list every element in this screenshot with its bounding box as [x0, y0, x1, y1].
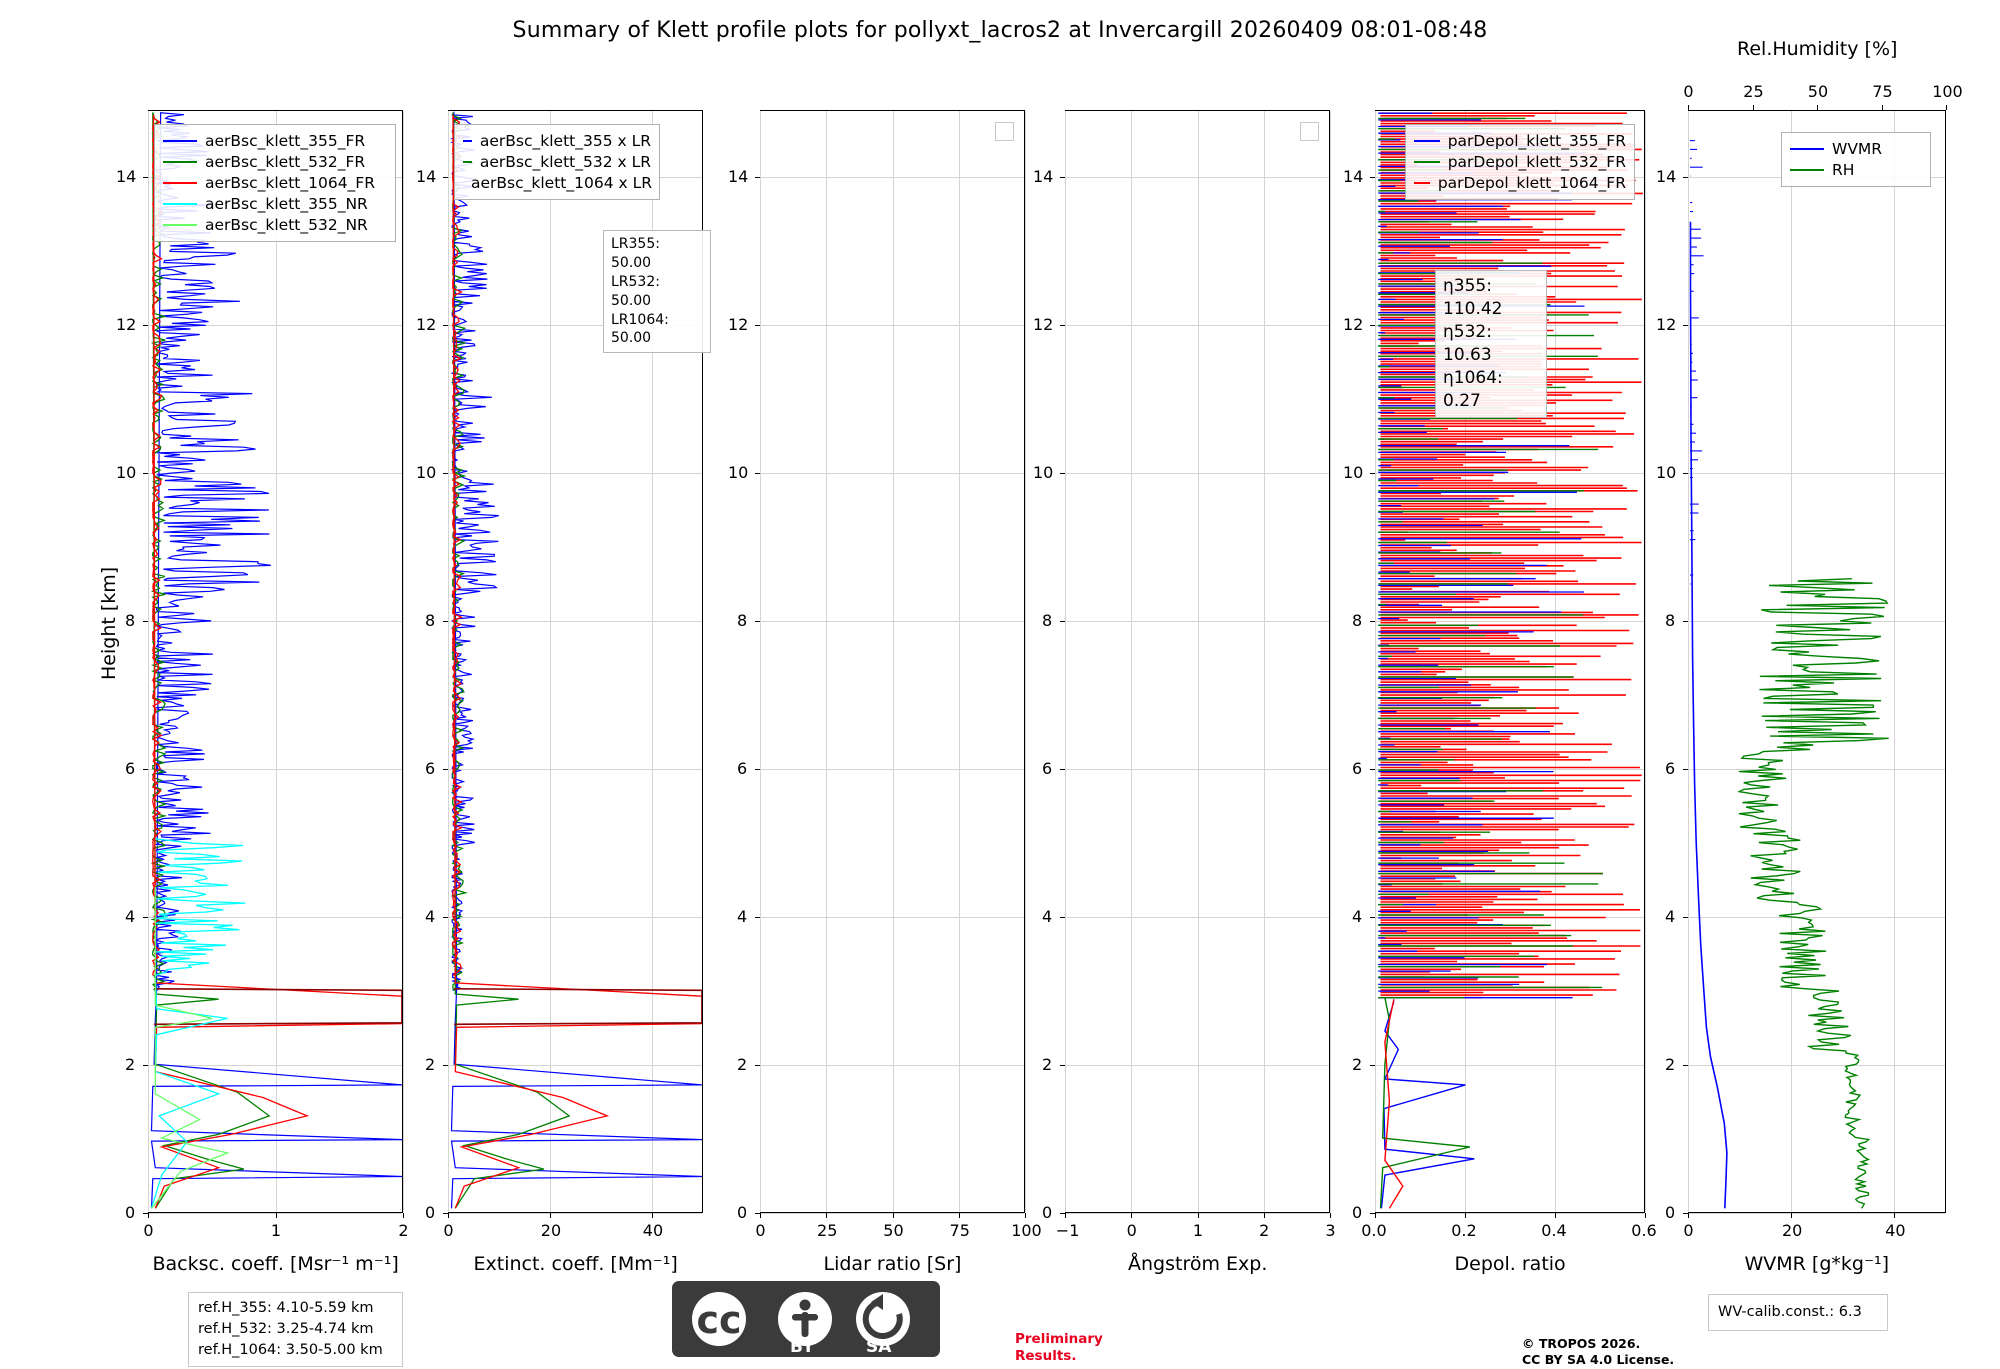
gridline-h [1376, 1213, 1644, 1214]
y-tick-label: 2 [1352, 1054, 1363, 1074]
legend-color-swatch [463, 140, 472, 142]
x-tick [1025, 1213, 1026, 1218]
x-tick-label: 0 [443, 1221, 454, 1240]
y-tick-label: 14 [1343, 166, 1364, 186]
annotation-line: LR355: 50.00 [611, 236, 660, 271]
x-tick-label: 100 [1011, 1221, 1042, 1240]
x-axis-label-wvmr-rh: WVMR [g*kg⁻¹] [1744, 1253, 1890, 1275]
x-tick-label: −1 [1055, 1221, 1080, 1240]
y-tick-label: 0 [737, 1203, 748, 1222]
x-tick-label: 0 [143, 1221, 154, 1240]
x-tick-label: 40 [1885, 1221, 1906, 1240]
y-tick-label: 8 [1665, 610, 1676, 630]
x-tick [1894, 1213, 1895, 1218]
legend-color-swatch [163, 203, 197, 205]
y-tick-label: 12 [728, 314, 749, 334]
top-x-tick [1753, 105, 1754, 110]
x-axis-label-lidar-ratio: Lidar ratio [Sr] [823, 1253, 962, 1275]
x-tick [826, 1213, 827, 1218]
wv-calib-value: WV-calib.const.: 6.3 [1718, 1304, 1862, 1320]
legend-depolarization-ratio[interactable] [1405, 124, 1635, 200]
x-tick-label: 3 [1325, 1221, 1336, 1240]
legend-label: aerBsc_klett_1064_FR [205, 173, 375, 192]
y-tick-label: 4 [425, 906, 436, 926]
gridline-h [1689, 1213, 1945, 1214]
ref-h-532: ref.H_532: 3.25-4.74 km [198, 1321, 374, 1338]
y-tick-label: 6 [1042, 758, 1053, 778]
legend-label: parDepol_klett_532_FR [1447, 152, 1626, 171]
copyright-note [1522, 1336, 1674, 1369]
annotation-depolarization-ratio [1435, 270, 1547, 418]
ref-heights-box [188, 1292, 403, 1367]
legend-wvmr-rh[interactable] [1781, 132, 1931, 187]
x-tick-label: 0 [1683, 1221, 1694, 1240]
x-axis-label-depolarization-ratio: Depol. ratio [1454, 1253, 1566, 1275]
y-tick-label: 10 [1656, 462, 1677, 482]
legend-label: aerBsc_klett_1064 x LR [471, 173, 652, 192]
cc-by-label: BY [790, 1337, 815, 1357]
x-tick [1198, 1213, 1199, 1218]
x-tick [1465, 1213, 1466, 1218]
top-x-tick-label: 75 [1872, 82, 1893, 101]
x-tick [403, 1213, 404, 1218]
x-tick [1791, 1213, 1792, 1218]
y-tick-label: 12 [1343, 314, 1364, 334]
x-tick [1645, 1213, 1646, 1218]
legend-color-swatch [163, 224, 197, 226]
y-tick-label: 6 [425, 758, 436, 778]
y-tick-label: 14 [1033, 166, 1054, 186]
x-tick-label: 0.2 [1451, 1221, 1477, 1240]
y-tick-label: 10 [1343, 462, 1364, 482]
x-tick-label: 40 [642, 1221, 664, 1240]
copyright-line1: © TROPOS 2026. [1522, 1336, 1641, 1351]
y-tick-label: 8 [737, 610, 748, 630]
x-tick-label: 1 [1192, 1221, 1204, 1240]
y-tick-label: 4 [1042, 906, 1053, 926]
gridline-v [1330, 111, 1331, 1212]
y-tick-label: 4 [1352, 906, 1363, 926]
y-tick-label: 2 [737, 1054, 748, 1074]
gridline-v [403, 111, 404, 1212]
data-trace [1691, 222, 1727, 1209]
legend-item[interactable] [1790, 159, 1922, 180]
y-tick-label: 14 [116, 166, 137, 186]
legend-item[interactable] [163, 172, 387, 193]
preliminary-line2: Results. [1015, 1347, 1077, 1364]
top-x-tick [1882, 105, 1883, 110]
annotation-line: η1064: 0.27 [1443, 367, 1503, 411]
empty-legend-box [1300, 122, 1319, 141]
x-tick [550, 1213, 551, 1218]
legend-color-swatch [1790, 169, 1824, 171]
y-tick-label: 0 [1352, 1203, 1363, 1222]
annotation-extinction [603, 230, 711, 353]
top-x-tick-label: 25 [1743, 82, 1764, 101]
trace-layer-angstrom-exponent [1066, 111, 1329, 1212]
data-trace [152, 113, 403, 1209]
y-tick-label: 8 [1042, 610, 1053, 630]
annotation-line: LR532: 50.00 [611, 273, 660, 309]
y-tick-label: 10 [116, 462, 137, 482]
ref-h-355: ref.H_355: 4.10-5.59 km [198, 1300, 374, 1316]
trace-layer-lidar-ratio [761, 111, 1024, 1212]
top-x-tick-label: 100 [1932, 82, 1963, 101]
y-tick-label: 8 [125, 610, 136, 630]
y-tick-label: 6 [1665, 758, 1676, 778]
y-tick-label: 6 [1352, 758, 1363, 778]
legend-color-swatch [1414, 161, 1440, 163]
data-trace [1739, 579, 1889, 1209]
y-tick-label: 2 [1665, 1054, 1676, 1074]
legend-label: aerBsc_klett_355_FR [205, 131, 366, 150]
ref-h-1064: ref.H_1064: 3.50-5.00 km [198, 1342, 383, 1359]
top-x-tick [1688, 105, 1689, 110]
y-tick-label: 12 [416, 314, 437, 334]
legend-color-swatch [1414, 140, 1440, 142]
top-x-axis-label: Rel.Humidity [%] [1737, 38, 1898, 60]
gridline-v [1645, 111, 1646, 1212]
top-x-tick-label: 50 [1807, 82, 1829, 101]
x-tick [1264, 1213, 1265, 1218]
x-tick [1688, 1213, 1689, 1218]
x-tick [959, 1213, 960, 1218]
legend-item[interactable] [1414, 172, 1626, 193]
data-trace [1381, 1001, 1474, 1208]
y-tick-label: 0 [1665, 1203, 1676, 1222]
x-tick [448, 1213, 449, 1218]
y-tick-label: 2 [125, 1054, 136, 1074]
y-tick-label: 14 [728, 166, 749, 186]
y-tick-label: 14 [1656, 166, 1677, 186]
data-trace [1381, 998, 1470, 1209]
y-tick-label: 10 [728, 462, 749, 482]
y-tick-label: 4 [125, 906, 136, 926]
copyright-line2: CC BY SA 4.0 License. [1522, 1352, 1675, 1368]
x-axis-label-backscatter: Backsc. coeff. [Msr⁻¹ m⁻¹] [152, 1253, 399, 1275]
legend-backscatter[interactable] [154, 124, 396, 242]
legend-color-swatch [163, 161, 197, 163]
y-tick-label: 6 [737, 758, 748, 778]
legend-label: aerBsc_klett_532 x LR [479, 152, 651, 171]
page-title: Summary of Klett profile plots for pollyxt_lacros2 at Invercargill 20260409 08:01-08:48 [512, 18, 1488, 43]
y-axis-label: Height [km] [98, 566, 120, 680]
legend-item[interactable] [1414, 130, 1626, 151]
legend-item[interactable] [463, 172, 651, 193]
trace-layer-backscatter [149, 111, 402, 1212]
legend-item[interactable] [163, 193, 387, 214]
legend-item[interactable] [1790, 138, 1922, 159]
x-tick [1330, 1213, 1331, 1218]
top-x-tick-label: 0 [1683, 82, 1694, 101]
y-tick-label: 8 [425, 610, 436, 630]
y-tick-label: 14 [416, 166, 437, 186]
gridline-h [449, 1213, 702, 1214]
top-x-tick [1946, 105, 1947, 110]
y-tick-label: 6 [125, 758, 136, 778]
y-tick-label: 10 [416, 462, 437, 482]
x-axis-label-extinction: Extinct. coeff. [Mm⁻¹] [473, 1253, 678, 1275]
x-tick-label: 0.0 [1361, 1221, 1387, 1240]
legend-item[interactable] [163, 130, 387, 151]
x-tick-label: 75 [949, 1221, 970, 1240]
y-tick-label: 4 [1665, 906, 1676, 926]
x-tick-label: 20 [1782, 1221, 1803, 1240]
legend-label: aerBsc_klett_532_FR [205, 152, 366, 171]
x-tick [1131, 1213, 1132, 1218]
legend-item[interactable] [463, 130, 651, 151]
x-tick-label: 0 [1126, 1221, 1137, 1240]
x-tick-label: 0 [755, 1221, 766, 1240]
annotation-line: η355: 110.42 [1443, 276, 1503, 319]
x-tick [148, 1213, 149, 1218]
top-x-tick [1817, 105, 1818, 110]
x-tick-label: 2 [1259, 1221, 1270, 1240]
wv-calib-box [1708, 1294, 1888, 1331]
legend-label: RH [1832, 160, 1855, 179]
y-tick-label: 2 [425, 1054, 436, 1074]
x-axis-label-angstrom-exponent: Ångström Exp. [1128, 1253, 1268, 1275]
legend-label: aerBsc_klett_355_NR [205, 194, 368, 213]
legend-color-swatch [163, 182, 197, 184]
legend-item[interactable] [163, 151, 387, 172]
legend-item[interactable] [463, 151, 651, 172]
y-tick-label: 10 [1033, 462, 1054, 482]
annotation-line: LR1064: 50.00 [611, 311, 669, 347]
x-tick-label: 50 [883, 1221, 904, 1240]
cc-sa-label: SA [866, 1337, 892, 1357]
y-tick-label: 0 [125, 1203, 136, 1222]
gridline-v [1025, 111, 1026, 1212]
legend-label: aerBsc_klett_532_NR [205, 215, 368, 234]
x-tick [1375, 1213, 1376, 1218]
legend-label: parDepol_klett_355_FR [1447, 131, 1626, 150]
x-tick-label: 0.6 [1631, 1221, 1657, 1240]
legend-color-swatch [463, 161, 472, 163]
data-trace [152, 887, 228, 1208]
y-tick-label: 12 [116, 314, 137, 334]
legend-item[interactable] [1414, 151, 1626, 172]
legend-label: parDepol_klett_1064_FR [1437, 173, 1626, 192]
legend-extinction[interactable] [454, 124, 660, 200]
svg-text:cc: cc [696, 1298, 742, 1342]
y-tick-label: 2 [1042, 1054, 1053, 1074]
legend-label: aerBsc_klett_355 x LR [479, 131, 651, 150]
x-tick-label: 1 [270, 1221, 282, 1240]
legend-label: WVMR [1832, 139, 1883, 158]
x-tick [652, 1213, 653, 1218]
y-tick-label: 8 [1352, 610, 1363, 630]
x-tick-label: 25 [817, 1221, 838, 1240]
data-trace [153, 115, 402, 1209]
data-trace [453, 113, 569, 1209]
y-tick-label: 4 [737, 906, 748, 926]
x-tick [760, 1213, 761, 1218]
y-tick-label: 0 [1042, 1203, 1053, 1222]
y-tick-label: 12 [1656, 314, 1677, 334]
legend-color-swatch [163, 140, 197, 142]
x-tick [1555, 1213, 1556, 1218]
x-tick [1065, 1213, 1066, 1218]
x-tick [893, 1213, 894, 1218]
x-tick [276, 1213, 277, 1218]
x-tick-label: 2 [398, 1221, 409, 1240]
empty-legend-box [995, 122, 1014, 141]
x-tick-label: 20 [540, 1221, 562, 1240]
preliminary-line1: Preliminary [1015, 1331, 1103, 1347]
legend-color-swatch [1414, 182, 1430, 184]
y-tick-label: 0 [425, 1203, 436, 1222]
y-tick-label: 12 [1033, 314, 1054, 334]
x-tick-label: 0.4 [1541, 1221, 1567, 1240]
trace-layer-wvmr-rh [1689, 111, 1945, 1212]
legend-item[interactable] [163, 214, 387, 235]
legend-color-swatch [1790, 148, 1824, 150]
annotation-line: η532: 10.63 [1443, 321, 1492, 365]
